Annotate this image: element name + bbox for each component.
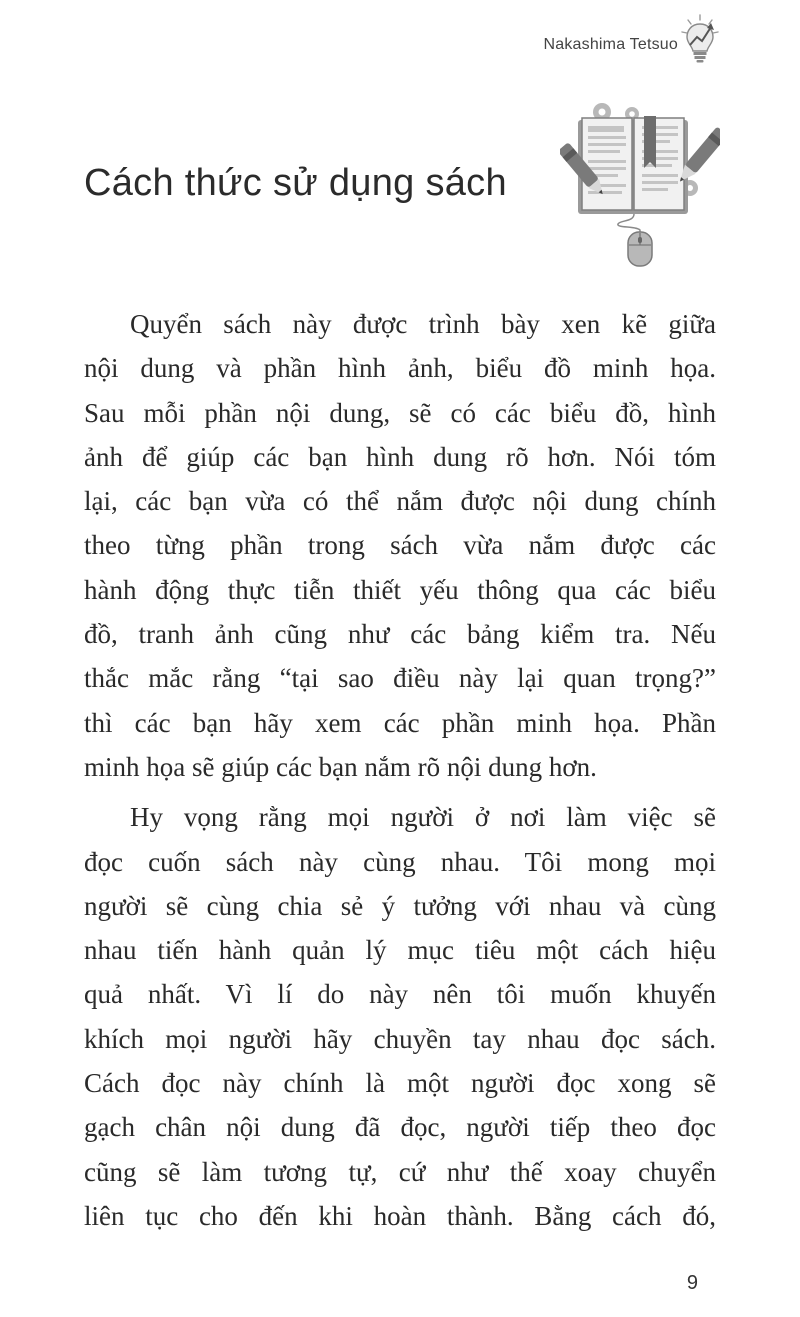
text-line: nhau tiến hành quản lý mục tiêu một cách hiệu bbox=[84, 935, 716, 966]
text-line: khích mọi người hãy chuyền tay nhau đọc sách. bbox=[84, 1023, 716, 1054]
page-number: 9 bbox=[686, 1272, 698, 1294]
text-line: đồ, tranh ảnh cũng như các bảng kiểm tra. Nếu bbox=[84, 619, 716, 650]
text-line: đọc cuốn sách này cùng nhau. Tôi mong mọi bbox=[84, 846, 716, 877]
text-line: theo từng phần trong sách vừa nắm được các bbox=[84, 530, 716, 561]
text-line: thì các bạn hãy xem các phần minh họa. Phần bbox=[84, 707, 716, 738]
text-line: ảnh để giúp các bạn hình dung rõ hơn. Nói tóm bbox=[84, 441, 716, 472]
text-line: quả nhất. Vì lí do này nên tôi muốn khuyến bbox=[84, 979, 716, 1010]
body-text bbox=[84, 302, 716, 1238]
text-line: liên tục cho đến khi hoàn thành. Bằng cách đó, bbox=[84, 1200, 716, 1231]
text-line: thắc mắc rằng “tại sao điều này lại quan trọng?” bbox=[84, 663, 716, 694]
text-line: lại, các bạn vừa có thể nắm được nội dung chính bbox=[84, 486, 716, 517]
text-line: người sẽ cùng chia sẻ ý tưởng với nhau và cùng bbox=[84, 890, 716, 921]
section-title: Cách thức sử dụng sách bbox=[84, 162, 507, 204]
text-line: Sau mỗi phần nội dung, sẽ có các biểu đồ, hình bbox=[84, 397, 716, 428]
text-line: Hy vọng rằng mọi người ở nơi làm việc sẽ bbox=[130, 802, 716, 833]
text-line: Cách đọc này chính là một người đọc xong sẽ bbox=[84, 1068, 716, 1099]
text-line: Quyển sách này được trình bày xen kẽ giữa bbox=[130, 309, 716, 339]
text-line: nội dung và phần hình ảnh, biểu đồ minh họa. bbox=[84, 353, 716, 384]
text-line: gạch chân nội dung đã đọc, người tiếp theo đọc bbox=[84, 1112, 716, 1143]
text-line: minh họa sẽ giúp các bạn nắm rõ nội dung hơn. bbox=[84, 751, 597, 782]
lightbulb-chart-icon bbox=[678, 12, 726, 64]
text-line: hành động thực tiễn thiết yếu thông qua các biểu bbox=[84, 574, 716, 605]
paragraph-1 bbox=[84, 302, 716, 789]
paragraph-2 bbox=[84, 795, 716, 1238]
open-book-pens-gears-mouse-illustration bbox=[560, 100, 720, 270]
text-line: cũng sẽ làm tương tự, cứ như thế xoay chuyển bbox=[84, 1156, 716, 1187]
running-head-author: Nakashima Tetsuo bbox=[543, 36, 678, 53]
